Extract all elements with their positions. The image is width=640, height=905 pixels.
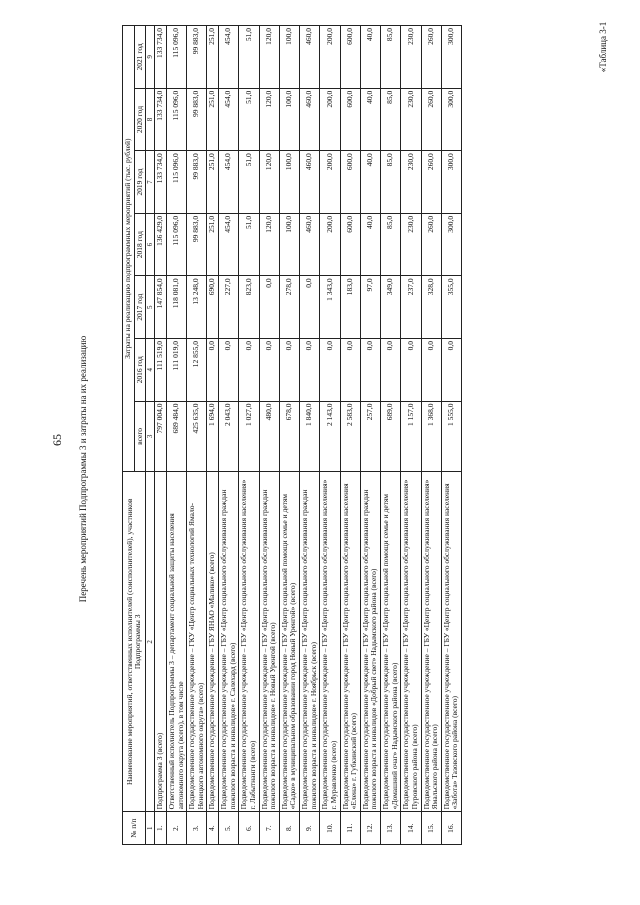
table-row: [441, 26, 461, 845]
row-value: 85,0: [381, 26, 401, 89]
row-value: 111 519,0: [155, 338, 167, 401]
row-number: 10.: [320, 812, 340, 845]
row-name: Подведомственное государственное учреждение – ГБУ «Центр социального обслуживания граждан пожилого возраста и инвалидов» г. Ноябрьск (всего): [300, 472, 320, 812]
row-value: 454,0: [219, 26, 239, 89]
row-value: 454,0: [219, 151, 239, 214]
row-value: 0,0: [401, 338, 421, 401]
row-value: 454,0: [219, 213, 239, 276]
row-value: 678,0: [279, 401, 299, 472]
row-value: 0,0: [239, 338, 259, 401]
row-value: 200,0: [320, 151, 340, 214]
row-value: 349,0: [381, 276, 401, 339]
document-title: Перечень мероприятий Подпрограммы 3 и затраты на их реализацию: [78, 335, 88, 603]
page-number: 65: [50, 434, 64, 446]
row-value: 51,0: [239, 88, 259, 151]
row-value: 0,0: [207, 338, 219, 401]
row-value: 147 854,0: [155, 276, 167, 339]
row-value: 85,0: [381, 88, 401, 151]
column-number: 6: [146, 213, 155, 276]
row-value: 0,0: [360, 338, 380, 401]
row-value: 0,0: [300, 276, 320, 339]
row-number: 15.: [421, 812, 441, 845]
table-row: [155, 26, 167, 845]
row-value: 120,0: [259, 213, 279, 276]
row-value: 200,0: [320, 213, 340, 276]
row-value: 425 635,0: [187, 401, 207, 472]
table-row: [360, 26, 380, 845]
row-value: 200,0: [320, 88, 340, 151]
row-value: 85,0: [381, 151, 401, 214]
row-value: 0,0: [421, 338, 441, 401]
row-value: 115 096,0: [166, 26, 186, 89]
column-number: 1: [146, 812, 155, 845]
header-year: 2020 год: [134, 88, 146, 151]
row-value: 600,0: [340, 213, 360, 276]
row-value: 100,0: [279, 213, 299, 276]
row-value: 51,0: [239, 213, 259, 276]
row-value: 133 734,0: [155, 88, 167, 151]
column-number: 9: [146, 26, 155, 89]
row-number: 11.: [340, 812, 360, 845]
table-row: [219, 26, 239, 845]
header-year: 2018 год: [134, 213, 146, 276]
table-row: [166, 26, 186, 845]
header-name: Наименование мероприятий, ответственных исполнителей (соисполнителей), участников Подпрограммы 3: [123, 472, 146, 812]
row-value: 100,0: [279, 26, 299, 89]
row-value: 100,0: [279, 151, 299, 214]
row-value: 99 883,0: [187, 151, 207, 214]
column-number: 3: [146, 401, 155, 472]
row-name: Подведомственное государственное учреждение – ГБУ «Центр социального обслуживания населения» г. Муравленко (всего): [320, 472, 340, 812]
row-value: 13 248,0: [187, 276, 207, 339]
row-value: 40,0: [360, 26, 380, 89]
row-value: 480,0: [259, 401, 279, 472]
row-value: 0,0: [320, 338, 340, 401]
row-value: 260,0: [421, 151, 441, 214]
row-value: 1 343,0: [320, 276, 340, 339]
row-name: Подведомственное государственное учреждение – ГКУ «Центр социальных технологий Ямало-Ненецкого автономного округа» (всего): [187, 472, 207, 812]
row-value: 600,0: [340, 88, 360, 151]
row-value: 40,0: [360, 213, 380, 276]
row-value: 460,0: [300, 151, 320, 214]
row-value: 0,0: [259, 338, 279, 401]
row-value: 260,0: [421, 26, 441, 89]
row-number: 4.: [207, 812, 219, 845]
row-value: 100,0: [279, 88, 299, 151]
row-value: 300,0: [441, 213, 461, 276]
table-body: [155, 26, 462, 845]
row-value: 230,0: [401, 151, 421, 214]
row-value: 118 081,0: [166, 276, 186, 339]
row-value: 51,0: [239, 151, 259, 214]
row-number: 2.: [166, 812, 186, 845]
table-row: [279, 26, 299, 845]
row-value: 12 855,0: [187, 338, 207, 401]
row-number: 1.: [155, 812, 167, 845]
row-value: 460,0: [300, 213, 320, 276]
row-value: 0,0: [340, 338, 360, 401]
row-value: 1 368,0: [421, 401, 441, 472]
table-row: [421, 26, 441, 845]
table-label: «Таблица 3-1: [598, 21, 608, 73]
column-number: 7: [146, 151, 155, 214]
row-value: 460,0: [300, 88, 320, 151]
row-value: 0,0: [441, 338, 461, 401]
row-value: 0,0: [381, 338, 401, 401]
row-value: 0,0: [279, 338, 299, 401]
row-name: Подведомственное государственное учреждение – ГБУ «Центр социального обслуживания населения» Пуровского района (всего): [401, 472, 421, 812]
row-number: 16.: [441, 812, 461, 845]
row-value: 300,0: [441, 88, 461, 151]
row-value: 115 096,0: [166, 151, 186, 214]
row-value: 136 429,0: [155, 213, 167, 276]
row-value: 230,0: [401, 26, 421, 89]
header-year: 2021 год: [134, 26, 146, 89]
row-value: 200,0: [320, 26, 340, 89]
row-name: Подведомственное государственное учреждение – ГБУ «Центр социального обслуживания населения «Забота» Тазовского района (всего): [441, 472, 461, 812]
row-value: 689 484,0: [166, 401, 186, 472]
row-value: 251,0: [207, 151, 219, 214]
row-value: 230,0: [401, 88, 421, 151]
row-name: Подведомственное государственное учреждение – ГБУ «Центр социального обслуживания населения «Елена» г. Губкинский (всего): [340, 472, 360, 812]
row-value: 1 840,0: [300, 401, 320, 472]
row-value: 120,0: [259, 151, 279, 214]
table-row: [300, 26, 320, 845]
row-value: 40,0: [360, 88, 380, 151]
table-row: [381, 26, 401, 845]
costs-table-container: [122, 25, 592, 845]
row-value: 454,0: [219, 88, 239, 151]
row-name: Подведомственное государственное учреждение – ГБУ ЯНАО «Малико» (всего): [207, 472, 219, 812]
row-value: 689,0: [381, 401, 401, 472]
row-value: 230,0: [401, 213, 421, 276]
row-value: 2 143,0: [320, 401, 340, 472]
row-value: 300,0: [441, 26, 461, 89]
row-value: 278,0: [279, 276, 299, 339]
row-value: 2 043,0: [219, 401, 239, 472]
row-value: 1 027,0: [239, 401, 259, 472]
row-name: Подпрограмма 3 (всего): [155, 472, 167, 812]
row-number: 3.: [187, 812, 207, 845]
row-value: 0,0: [219, 338, 239, 401]
row-value: 251,0: [207, 26, 219, 89]
row-value: 328,0: [421, 276, 441, 339]
row-value: 111 019,0: [166, 338, 186, 401]
row-value: 600,0: [340, 151, 360, 214]
row-name: Подведомственное государственное учреждение – ГБУ «Центр социального обслуживания граждан пожилого возраста и инвалидов» г. Новый Уренгой (всего): [259, 472, 279, 812]
row-value: 690,0: [207, 276, 219, 339]
header-num: № п/п: [123, 812, 146, 845]
row-value: 260,0: [421, 88, 441, 151]
row-name: Подведомственное государственное учреждение – ГБУ «Центр социального обслуживания населения» Ямальского района (всего): [421, 472, 441, 812]
header-year: 2017 год: [134, 276, 146, 339]
row-name: Подведомственное государственное учреждение – ГБУ «Центр социальной помощи семье и детям «Домашний очаг» Надымского района (всего): [381, 472, 401, 812]
row-value: 227,0: [219, 276, 239, 339]
table-row: [320, 26, 340, 845]
table-row: [187, 26, 207, 845]
row-value: 133 734,0: [155, 151, 167, 214]
row-number: 12.: [360, 812, 380, 845]
row-value: 115 096,0: [166, 213, 186, 276]
row-value: 115 096,0: [166, 88, 186, 151]
row-value: 300,0: [441, 151, 461, 214]
column-number: 2: [146, 472, 155, 812]
column-number: 5: [146, 276, 155, 339]
row-value: 120,0: [259, 26, 279, 89]
row-value: 251,0: [207, 88, 219, 151]
row-value: 460,0: [300, 26, 320, 89]
row-number: 9.: [300, 812, 320, 845]
row-value: 600,0: [340, 26, 360, 89]
column-number: 4: [146, 338, 155, 401]
table-row: [239, 26, 259, 845]
row-value: 97,0: [360, 276, 380, 339]
row-name: Ответственный исполнитель Подпрограммы 3 – департамент социальной защиты населения автономного округа (всего), в том числе: [166, 472, 186, 812]
column-number: 8: [146, 88, 155, 151]
row-value: 237,0: [401, 276, 421, 339]
row-value: 823,0: [239, 276, 259, 339]
table-row: [259, 26, 279, 845]
row-value: 99 883,0: [187, 26, 207, 89]
header-row: [123, 26, 135, 845]
row-value: 251,0: [207, 213, 219, 276]
row-value: 355,0: [441, 276, 461, 339]
row-value: 257,0: [360, 401, 380, 472]
row-value: 1 694,0: [207, 401, 219, 472]
row-value: 133 734,0: [155, 26, 167, 89]
row-number: 5.: [219, 812, 239, 845]
row-value: 0,0: [300, 338, 320, 401]
row-value: 0,0: [259, 276, 279, 339]
row-value: 40,0: [360, 151, 380, 214]
column-numbers-row: [146, 26, 155, 845]
row-name: Подведомственное государственное учреждение – ГБУ «Центр социального обслуживания граждан пожилого возраста и инвалидов «Добрый свет» Надымского района (всего): [360, 472, 380, 812]
row-number: 8.: [279, 812, 299, 845]
row-value: 51,0: [239, 26, 259, 89]
header-year: 2016 год: [134, 338, 146, 401]
row-value: 183,0: [340, 276, 360, 339]
header-costs: Затраты на реализацию подпрограммных мероприятий (тыс. рублей): [123, 26, 135, 472]
row-number: 7.: [259, 812, 279, 845]
header-year: всего: [134, 401, 146, 472]
row-value: 120,0: [259, 88, 279, 151]
row-number: 6.: [239, 812, 259, 845]
row-name: Подведомственное государственное учреждение – ГБУ «Центр социального обслуживания граждан пожилого возраста и инвалидов» г. Салехард (всего): [219, 472, 239, 812]
header-year: 2019 год: [134, 151, 146, 214]
row-value: 260,0: [421, 213, 441, 276]
row-value: 99 883,0: [187, 88, 207, 151]
row-value: 85,0: [381, 213, 401, 276]
row-value: 99 883,0: [187, 213, 207, 276]
table-row: [401, 26, 421, 845]
row-number: 14.: [401, 812, 421, 845]
row-name: Подведомственное государственное учреждение – ГБУ «Центр социальной помощи семье и детям «Садко» в муниципальном образовании город Новый Уренгой» (всего): [279, 472, 299, 812]
row-value: 1 157,0: [401, 401, 421, 472]
costs-table: [122, 25, 462, 845]
row-value: 2 583,0: [340, 401, 360, 472]
table-row: [207, 26, 219, 845]
table-row: [340, 26, 360, 845]
row-value: 1 555,0: [441, 401, 461, 472]
row-name: Подведомственное государственное учреждение – ГБУ «Центр социального обслуживания населения» г. Лабытнанги (всего): [239, 472, 259, 812]
row-number: 13.: [381, 812, 401, 845]
row-value: 797 004,0: [155, 401, 167, 472]
